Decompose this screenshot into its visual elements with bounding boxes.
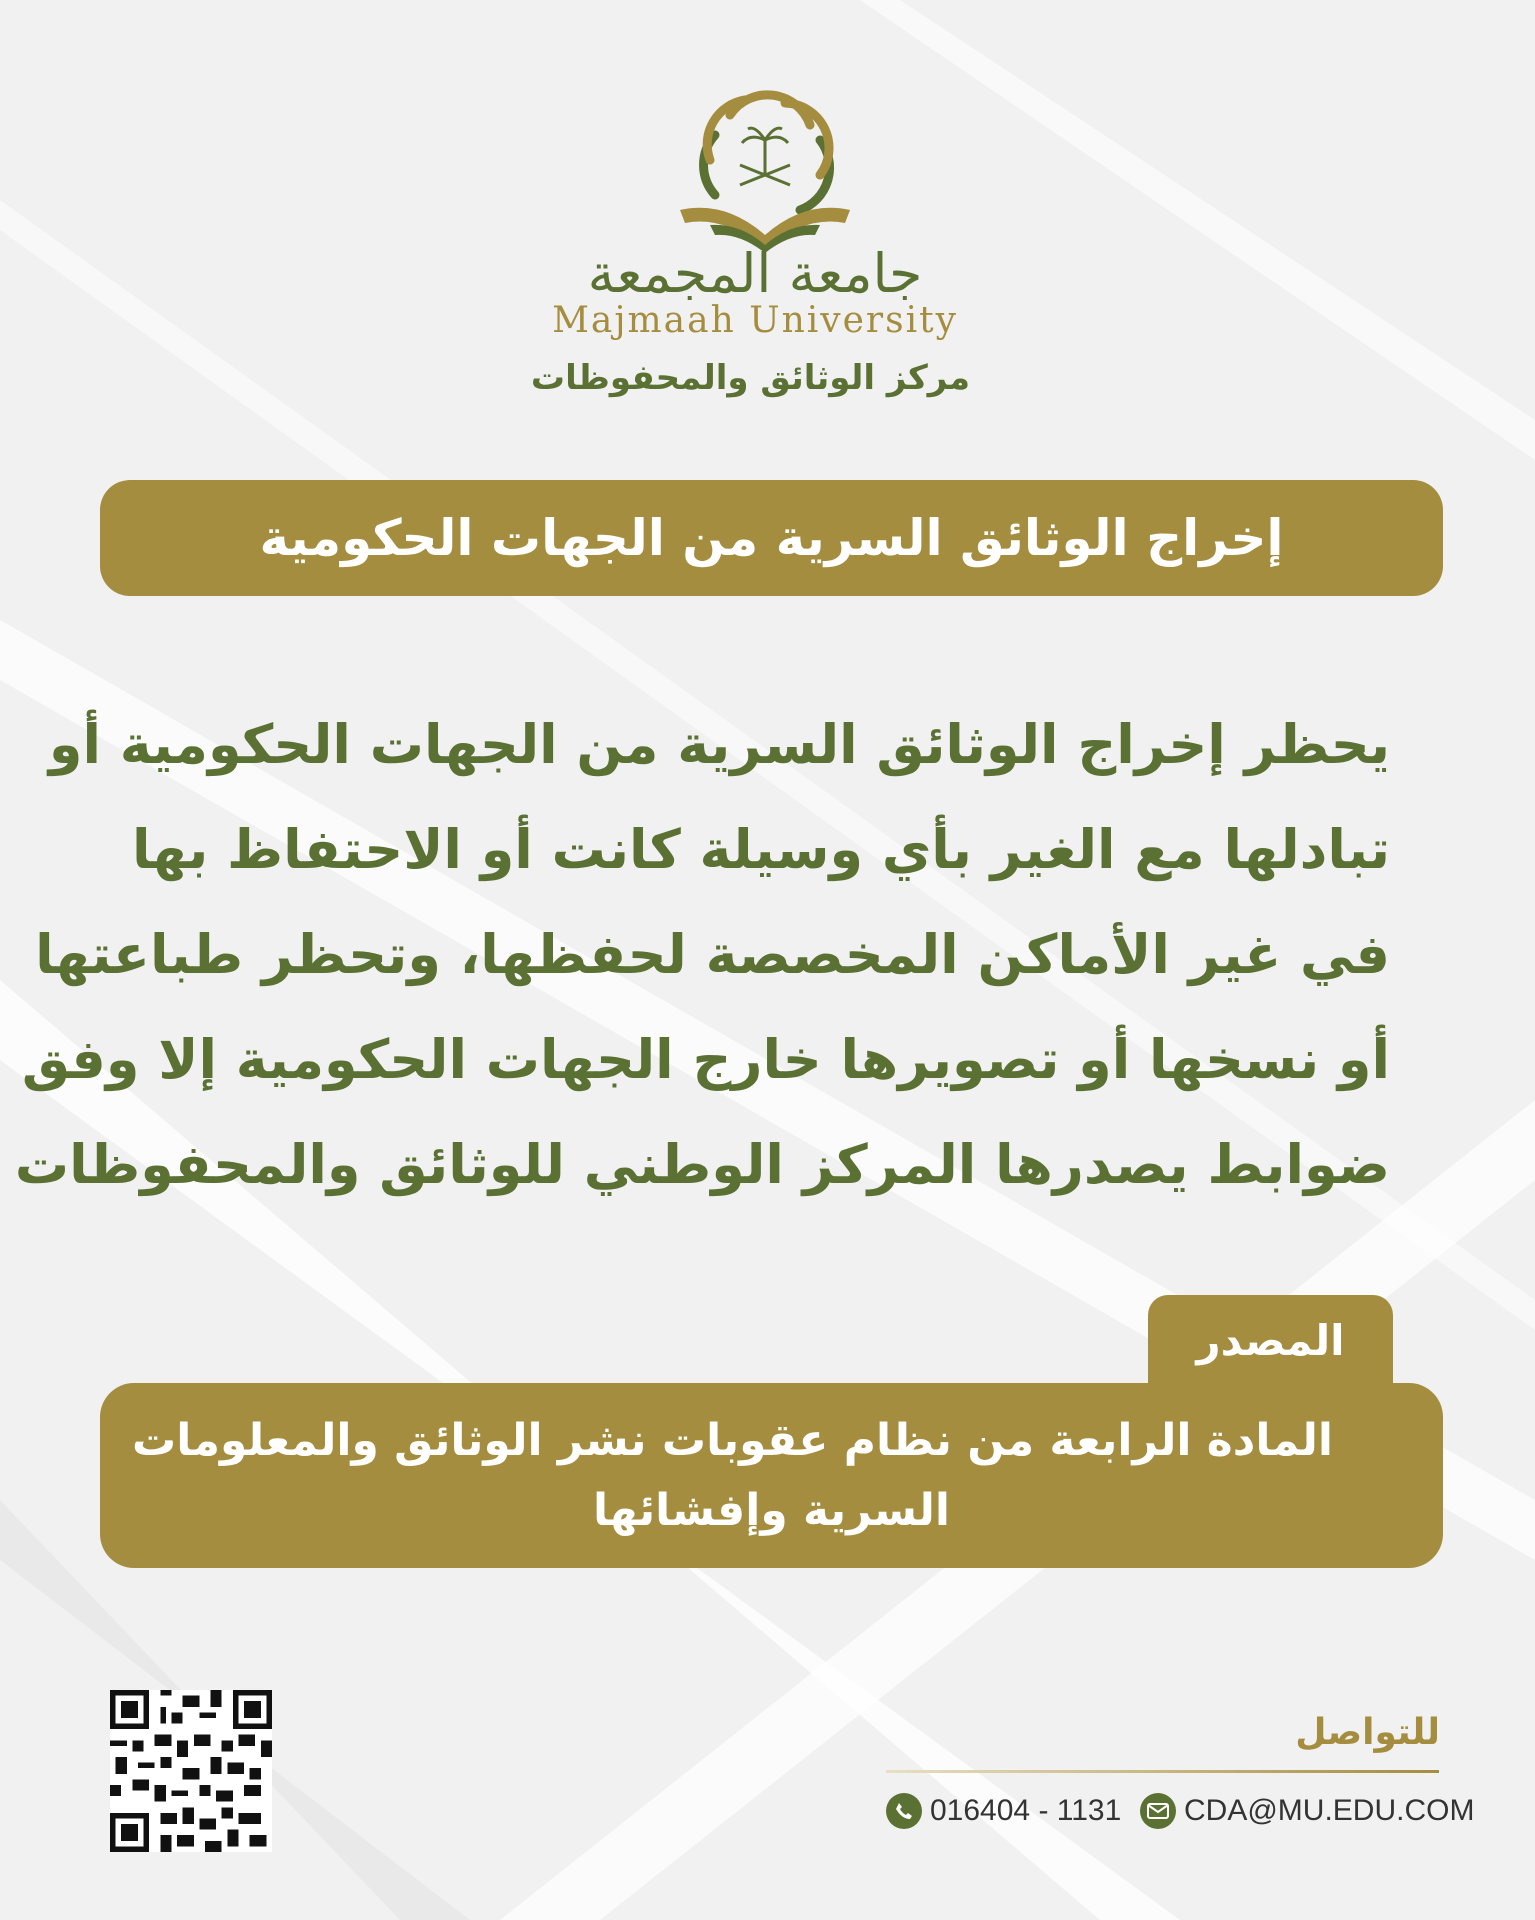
qr-code-icon[interactable]	[110, 1690, 272, 1852]
source-line-2: السرية وإفشائها	[593, 1484, 950, 1536]
source-line-1: المادة الرابعة من نظام عقوبات نشر الوثائق والمعلومات	[132, 1414, 1333, 1466]
phone-text: 016404 - 1131	[930, 1794, 1122, 1827]
contact-phone[interactable]	[886, 1793, 1121, 1829]
body-line: ضوابط يصدرها المركز الوطني للوثائق والمحفوظات	[14, 1133, 1390, 1196]
contact-title: للتواصل	[1295, 1712, 1440, 1753]
center-name: مركز الوثائق والمحفوظات	[530, 358, 970, 398]
university-name-english: Majmaah University	[552, 300, 958, 341]
body-line: أو نسخها أو تصويرها خارج الجهات الحكومية إلا وفق	[21, 1028, 1390, 1091]
body-line: تبادلها مع الغير بأي وسيلة كانت أو الاحتفاظ بها	[132, 818, 1390, 881]
contact-divider	[886, 1770, 1439, 1773]
body-line: يحظر إخراج الوثائق السرية من الجهات الحكومية أو	[48, 713, 1390, 776]
email-text: CDA@MU.EDU.COM	[1184, 1794, 1475, 1827]
university-emblem-icon	[670, 85, 860, 255]
source-box	[100, 1383, 1443, 1568]
source-label-tab	[1148, 1295, 1393, 1385]
source-label: المصدر	[1196, 1315, 1345, 1365]
contact-email[interactable]	[1140, 1793, 1474, 1829]
body-line: في غير الأماكن المخصصة لحفظها، وتحظر طباعتها	[35, 923, 1390, 986]
title-banner	[100, 480, 1443, 596]
university-name-arabic: جامعة المجمعة	[587, 242, 923, 305]
page-title: إخراج الوثائق السرية من الجهات الحكومية	[259, 509, 1284, 567]
email-icon	[1140, 1793, 1176, 1829]
phone-icon	[886, 1793, 922, 1829]
body-paragraph	[14, 692, 1390, 1217]
